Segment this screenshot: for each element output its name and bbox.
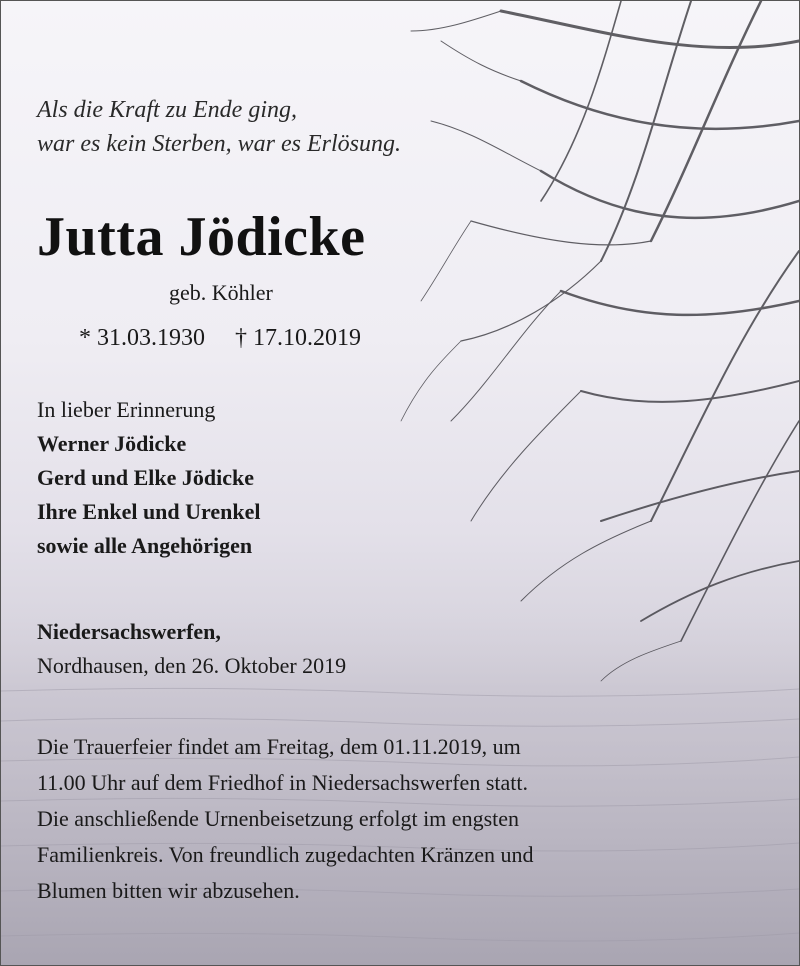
notice-line: Die Trauerfeier findet am Freitag, dem 01.11.2019, um	[37, 734, 521, 759]
birth-date: * 31.03.1930	[79, 325, 205, 351]
place-and-date	[37, 615, 346, 683]
notice-line: Blumen bitten wir abzusehen.	[37, 878, 300, 903]
notice-line: Die anschließende Urnenbeisetzung erfolgt im engsten	[37, 806, 520, 831]
mourner-name: sowie alle Angehörigen	[37, 533, 253, 558]
mourner-name: Gerd und Elke Jödicke	[37, 465, 254, 490]
quote-line-1: Als die Kraft zu Ende ging,	[37, 97, 297, 123]
mourner-name: Werner Jödicke	[37, 431, 187, 456]
epitaph-quote	[37, 93, 401, 161]
mourners-intro: In lieber Erinnerung	[37, 397, 216, 422]
notice-line: Familienkreis. Von freundlich zugedachten Kränzen und	[37, 842, 534, 867]
notice-line: 11.00 Uhr auf dem Friedhof in Niedersachswerfen statt.	[37, 770, 528, 795]
maiden-name: geb. Köhler	[169, 280, 273, 305]
mourners-block	[37, 393, 261, 563]
deceased-name: Jutta Jödicke	[37, 206, 366, 268]
town-name: Niedersachswerfen,	[37, 619, 221, 644]
funeral-notice	[37, 729, 777, 909]
bare-branches	[401, 1, 799, 681]
life-dates	[79, 323, 361, 353]
death-date: † 17.10.2019	[235, 325, 361, 351]
mourner-name: Ihre Enkel und Urenkel	[37, 499, 261, 524]
quote-line-2: war es kein Sterben, war es Erlösung.	[37, 131, 401, 157]
date-line: Nordhausen, den 26. Oktober 2019	[37, 653, 347, 678]
